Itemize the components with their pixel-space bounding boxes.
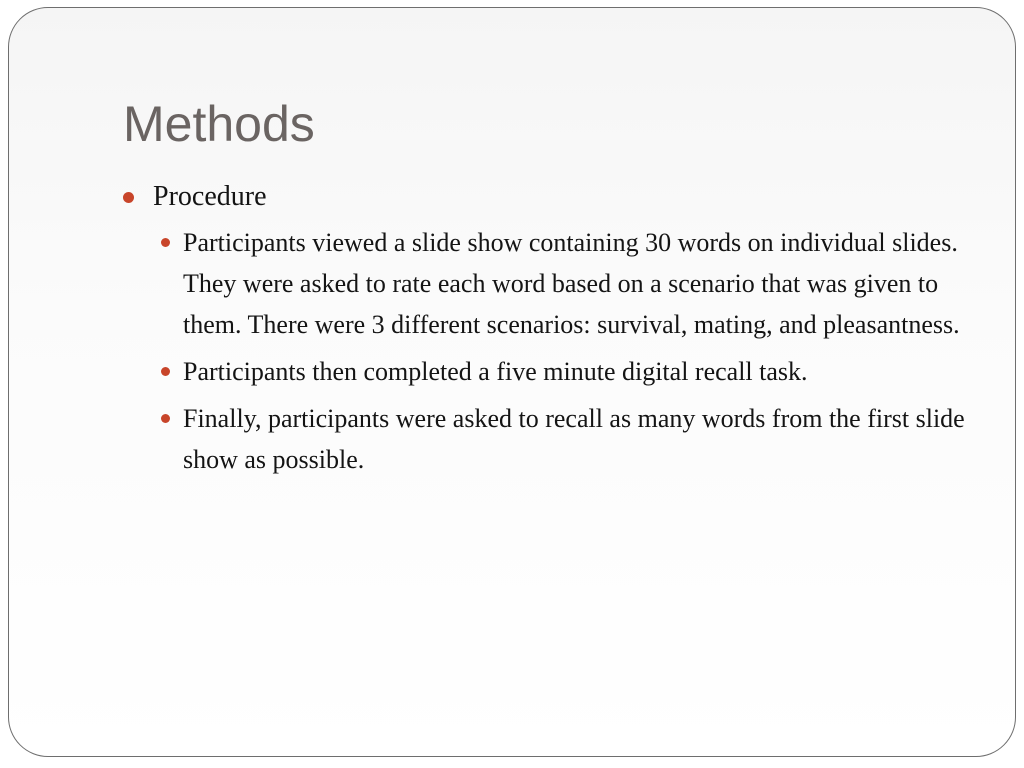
bullet-dot-icon — [161, 367, 170, 376]
sub-bullet-text: Finally, participants were asked to recall as many words from the first slide show as possible. — [183, 404, 965, 474]
slide — [8, 7, 1016, 757]
bullet-dot-icon — [161, 238, 170, 247]
bullet-text: Procedure — [153, 181, 267, 212]
bullet-dot-icon — [161, 414, 170, 423]
slide-title: Methods — [123, 96, 315, 152]
sub-bullet-text: Participants then completed a five minute digital recall task. — [183, 357, 808, 386]
sub-bullet-final-recall — [153, 398, 973, 480]
slide-body — [123, 176, 973, 486]
sub-bullet-slide-show — [153, 222, 973, 345]
sub-bullet-recall-task — [153, 351, 973, 392]
sub-bullet-text: Participants viewed a slide show containing 30 words on individual slides. They were asked to rate each word based on a scenario that was given to them. There were 3 different scenarios: survival, mating, and pleasantness. — [183, 228, 960, 339]
bullet-dot-icon — [123, 192, 134, 203]
bullet-procedure — [123, 176, 973, 218]
